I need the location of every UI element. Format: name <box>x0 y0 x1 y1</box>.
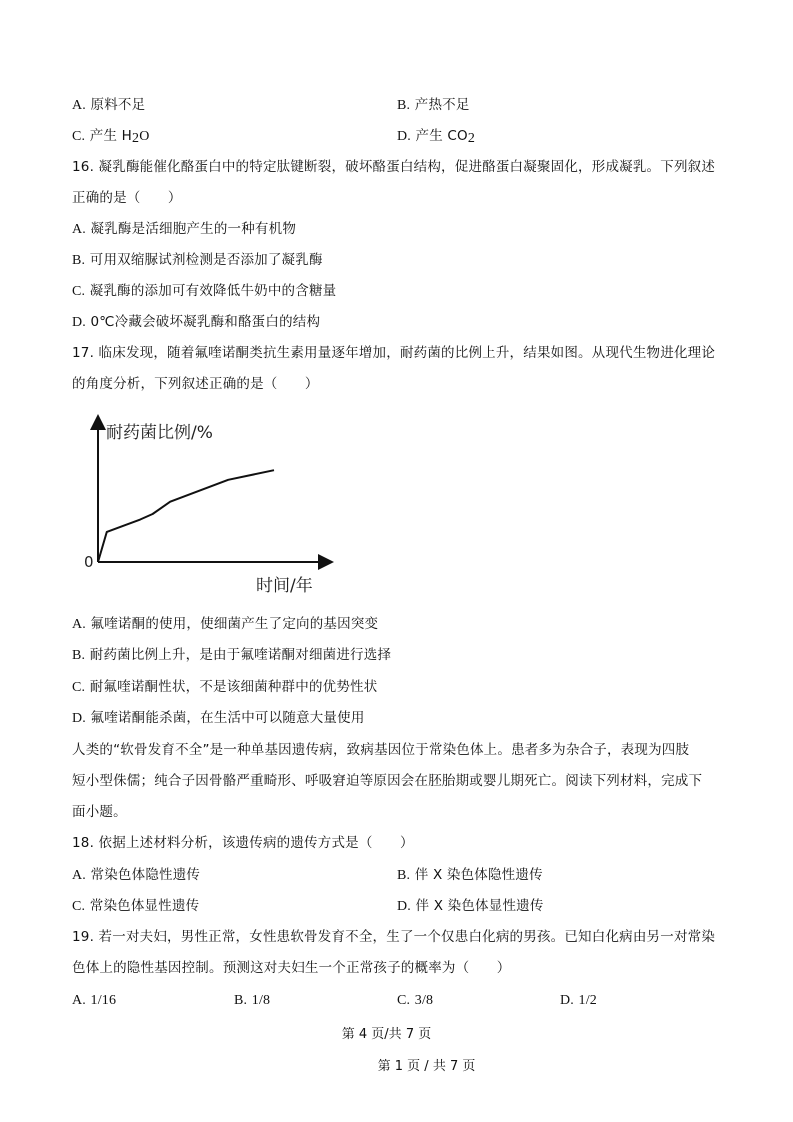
inner-page-number: 第 4 页/共 7 页 <box>341 1027 432 1042</box>
q15-option-d <box>397 126 475 147</box>
option-label: B. <box>72 253 86 268</box>
q16-option-c <box>72 281 336 302</box>
option-label: C. <box>397 993 411 1008</box>
option-text: 产生 H <box>89 128 132 144</box>
outer-page-number: 第 1 页 / 共 7 页 <box>377 1059 476 1074</box>
q17-option-d <box>72 708 365 729</box>
option-text-suffix: O <box>139 129 150 144</box>
option-label: A. <box>72 868 87 883</box>
q17-stem-line2: 的角度分析，下列叙述正确的是（ ） <box>72 376 319 392</box>
option-text: 耐氟喹诺酮性状，不是该细菌种群中的优势性状 <box>89 679 378 695</box>
q15-option-c <box>72 126 150 147</box>
y-axis-label: 耐药菌比例/% <box>106 423 213 443</box>
option-text: 可用双缩脲试剂检测是否添加了凝乳酶 <box>89 252 323 268</box>
x-axis-label: 时间/年 <box>256 576 313 596</box>
option-text: 1/8 <box>251 993 271 1008</box>
subscript: 2 <box>132 131 140 146</box>
option-text: 原料不足 <box>90 97 146 113</box>
q19-option-d <box>560 990 597 1011</box>
option-text: 常染色体显性遗传 <box>89 898 200 914</box>
origin-label: 0 <box>84 553 94 571</box>
option-text: 伴 X 染色体显性遗传 <box>415 898 544 914</box>
option-text: 凝乳酶的添加可有效降低牛奶中的含糖量 <box>89 283 337 299</box>
q16-option-d <box>72 312 320 333</box>
q18-option-b <box>397 865 543 886</box>
passage-line2: 短小型侏儒；纯合子因骨骼严重畸形、呼吸窘迫等原因会在胚胎期或婴儿期死亡。阅读下列材料，完成下 <box>72 773 703 789</box>
option-text: 产生 CO <box>415 128 468 144</box>
q17-option-b <box>72 645 391 666</box>
q18-option-a <box>72 865 200 886</box>
option-text: 1/16 <box>90 993 117 1008</box>
option-text: 产热不足 <box>414 97 470 113</box>
q16-option-a <box>72 219 296 240</box>
q17-option-c <box>72 677 377 698</box>
option-label: C. <box>72 899 86 914</box>
option-text: 1/2 <box>578 993 598 1008</box>
q18-option-d <box>397 896 544 917</box>
option-label: A. <box>72 222 87 237</box>
passage-line3: 面小题。 <box>72 804 127 820</box>
option-text: 0℃冷藏会破坏凝乳酶和酪蛋白的结构 <box>90 314 321 330</box>
passage-line1: 人类的“软骨发育不全”是一种单基因遗传病，致病基因位于常染色体上。患者多为杂合子，表现为四肢 <box>72 742 690 758</box>
q15-option-b <box>397 95 470 116</box>
option-text: 耐药菌比例上升，是由于氟喹诺酮对细菌进行选择 <box>89 647 392 663</box>
option-label: A. <box>72 98 87 113</box>
q19-stem-line2: 色体上的隐性基因控制。预测这对夫妇生一个正常孩子的概率为（ ） <box>72 960 511 976</box>
option-label: B. <box>397 868 411 883</box>
option-label: A. <box>72 617 87 632</box>
q16-option-b <box>72 250 323 271</box>
option-label: B. <box>397 98 411 113</box>
q19-stem-line1: 19. 若一对夫妇，男性正常，女性患软骨发育不全，生了一个仅患白化病的男孩。已知白化病由另一对常染 <box>72 929 716 945</box>
q17-option-a <box>72 614 378 635</box>
q16-stem-line2: 正确的是（ ） <box>72 190 182 206</box>
q18-stem: 18. 依据上述材料分析，该遗传病的遗传方式是（ ） <box>72 835 414 851</box>
option-text: 3/8 <box>414 993 434 1008</box>
option-text: 氟喹诺酮能杀菌，在生活中可以随意大量使用 <box>90 710 365 726</box>
option-label: B. <box>234 993 248 1008</box>
q17-stem-line1: 17. 临床发现，随着氟喹诺酮类抗生素用量逐年增加，耐药菌的比例上升，结果如图。从现代生物进化理论 <box>72 345 716 361</box>
option-label: C. <box>72 129 86 144</box>
q15-option-a <box>72 95 145 116</box>
option-label: C. <box>72 284 86 299</box>
option-label: D. <box>72 315 87 330</box>
subscript: 2 <box>467 131 476 146</box>
option-label: D. <box>397 129 412 144</box>
option-text: 凝乳酶是活细胞产生的一种有机物 <box>90 221 297 237</box>
option-text: 常染色体隐性遗传 <box>90 867 201 883</box>
option-text: 伴 X 染色体隐性遗传 <box>414 867 543 883</box>
option-label: D. <box>560 993 575 1008</box>
option-label: D. <box>397 899 412 914</box>
q19-option-c <box>397 990 433 1011</box>
option-label: B. <box>72 648 86 663</box>
option-label: C. <box>72 680 86 695</box>
q16-stem-line1: 16. 凝乳酶能催化酪蛋白中的特定肽键断裂，破坏酪蛋白结构，促进酪蛋白凝聚固化，形成凝乳。下列叙述 <box>72 159 716 175</box>
q18-option-c <box>72 896 199 917</box>
option-label: D. <box>72 711 87 726</box>
q19-option-b <box>234 990 270 1011</box>
resistance-curve <box>98 470 274 562</box>
q19-option-a <box>72 990 116 1011</box>
option-label: A. <box>72 993 87 1008</box>
option-text: 氟喹诺酮的使用，使细菌产生了定向的基因突变 <box>90 616 379 632</box>
